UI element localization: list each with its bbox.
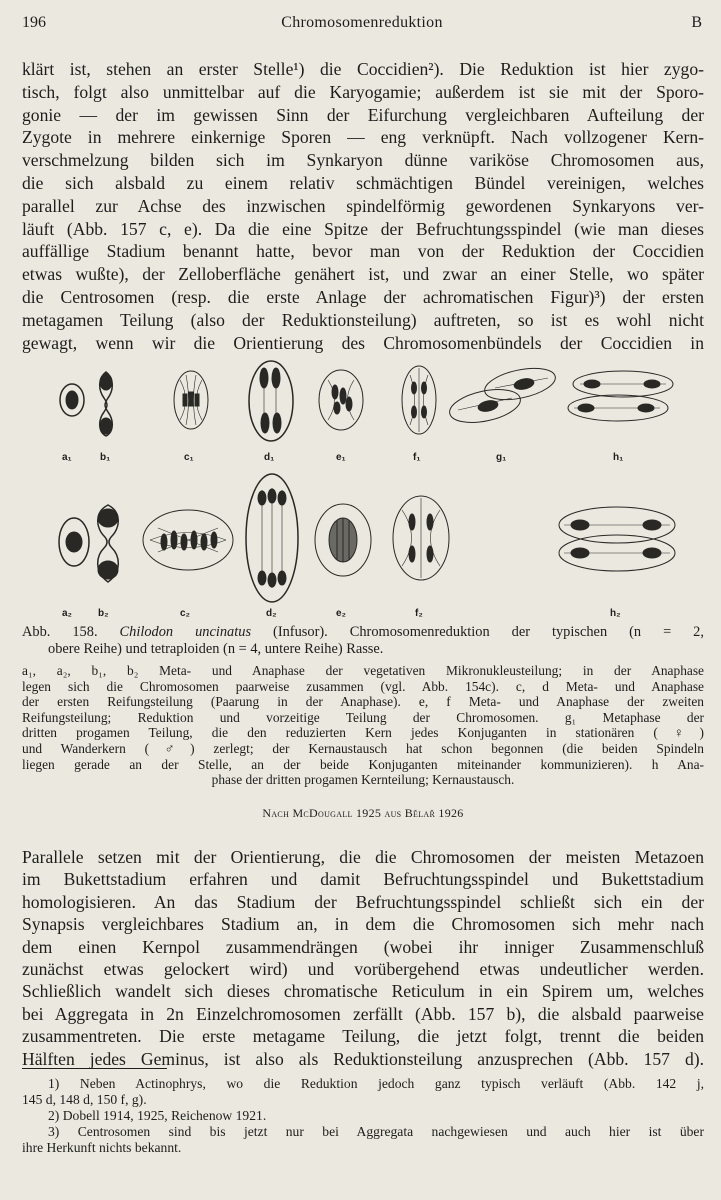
figure-credit: Nach McDougall 1925 aus Bělař 1926 xyxy=(262,806,464,820)
footnote-3-cont: ihre Herkunft nichts bekannt. xyxy=(22,1140,182,1155)
text-line: Zygote in mehrere einkernige Sporen — eng verknüpft. Nach vollzogener Kern- xyxy=(22,127,704,148)
footnote-divider xyxy=(22,1068,167,1069)
figure-label: c₁ xyxy=(184,452,194,463)
figure-label: b₂ xyxy=(98,608,109,619)
text-line: metagamen Teilung (also der Reduktionsteilung) auftreten, so ist es wohl nicht xyxy=(22,309,704,330)
running-title: Chromosomenreduktion xyxy=(281,14,443,31)
cell-a1 xyxy=(60,384,84,416)
species-name: Chilodon uncinatus xyxy=(119,624,252,640)
text-line: homologisieren. An das Stadium der Befruchtungsspindel schließt sich ein der xyxy=(22,891,704,912)
text-line: bei Aggregata in 2n Einzelchromosomen zerfällt (Abb. 157 b), die alsbald paarweise xyxy=(22,1003,704,1024)
figure-158 xyxy=(40,360,700,622)
text-line: etwas wußte), der Zelloberfläche genähert ist, und zwar an einer Stelle, wo später xyxy=(22,264,704,285)
page-number: 196 xyxy=(22,14,46,31)
footnote-2: 2) Dobell 1914, 1925, Reichenow 1921. xyxy=(48,1108,267,1123)
text-line: gonie — der im gewissen Sinn der Eifurchung vergleichbaren Aufteilung der xyxy=(22,104,704,125)
text-line: verschmelzung bilden sich im Synkaryon dünne variköse Chromosomen aus, xyxy=(22,150,704,171)
body-paragraph-2 xyxy=(22,846,704,1070)
cell-b1 xyxy=(100,372,113,436)
caption-line: Reifungsteilung; Reduktion und vorzeitige Teilung der Chromosomen. g₁ Metaphase der xyxy=(22,709,704,725)
figure-label: f₁ xyxy=(413,452,421,463)
text-line: tisch, folgt also unmittelbar auf die Karyogamie; außerdem ist sie mit der Sporo- xyxy=(22,81,704,102)
caption-title-text: obere Reihe) und tetraploiden (n = 4, untere Reihe) Rasse. xyxy=(48,641,384,657)
cell-b2 xyxy=(98,505,119,582)
body-paragraph-1 xyxy=(22,58,704,354)
figure-label: c₂ xyxy=(180,608,191,619)
figure-label: b₁ xyxy=(100,452,111,463)
text-line: im Bukettstadium erfahren und damit Befruchtungsspindel und Bukettstadium xyxy=(22,869,704,890)
page-header xyxy=(22,12,702,38)
footnote-1-cont: 145 d, 148 d, 150 f, g). xyxy=(22,1092,147,1107)
text-line: dem einen Kernpol zusammendrängen (wobei ihr inniger Zusammenschluß xyxy=(22,936,704,957)
figure-label: f₂ xyxy=(415,608,423,619)
text-line: die Centrosomen (resp. die erste Anlage der achromatischen Figur)³) der ersten xyxy=(22,286,704,307)
cell-e2 xyxy=(315,504,371,576)
text-line: auffällige Stadium benannt hatte, bevor man von der Reduktion der Coccidien xyxy=(22,241,704,262)
text-line: zunächst etwas gelockert wird) und vorübergehend etwas undeutlicher werden. xyxy=(22,959,704,980)
figure-label: e₁ xyxy=(336,452,346,463)
figure-drawings xyxy=(40,360,700,622)
figure-label: d₂ xyxy=(266,608,277,619)
caption-line: der ersten Reifungsteilung (Paarung in der Anaphase). e, f Meta- und Anaphase der zweiten xyxy=(22,694,704,710)
figure-caption-body xyxy=(22,663,704,788)
text-line: gewagt, wenn wir die Orientierung des Chromosomenbündels der Coccidien in xyxy=(22,332,704,353)
figure-label: a₁ xyxy=(62,452,72,463)
caption-title-text: (Infusor). Chromosomenreduktion der typischen (n = 2, xyxy=(251,624,704,640)
cell-c1 xyxy=(174,371,208,429)
figure-label: h₂ xyxy=(610,608,621,619)
cell-f2 xyxy=(393,496,449,580)
cell-d1 xyxy=(249,361,293,441)
text-line: die sich alsbald zu einem relativ schmächtigen Bündel vereinigen, welches xyxy=(22,172,704,193)
figure-label: h₁ xyxy=(613,452,624,463)
caption-line: legen sich die Chromosomen paarweise zusammen (vgl. Abb. 154c). c, d Meta- und Anaphase xyxy=(22,678,704,694)
footnote-3: 3) Centrosomen sind bis jetzt nur bei Aggregata nachgewiesen und auch hier ist über xyxy=(48,1124,704,1139)
cell-c2 xyxy=(143,510,233,570)
caption-line: dritten progamen Teilung, die den reduzierten Kern jedes Konjuganten in stationären (♀) xyxy=(22,725,704,741)
cell-h2 xyxy=(559,507,675,571)
cell-g1 xyxy=(447,363,558,428)
text-line: zusammentreten. Die erste metagame Teilung, die jetzt folgt, trennt die beiden xyxy=(22,1026,704,1047)
caption-line: phase der dritten progamen Kernteilung; Kernaustausch. xyxy=(211,772,515,788)
caption-line: liegen gerade an der Stelle, an der beide Konjuganten miteinander kommunizieren). h Ana- xyxy=(22,756,704,772)
figure-label: e₂ xyxy=(336,608,347,619)
caption-line: und Wanderkern (♂) zerlegt; der Kernaustausch hat schon begonnen (die beiden Spindeln xyxy=(22,740,704,756)
footnotes xyxy=(22,1076,704,1156)
cell-a2 xyxy=(59,518,89,566)
text-line: Hälften jedes Geminus, ist also als Reduktionsteilung anzusprechen (Abb. 157 d). xyxy=(22,1048,704,1069)
figure-label: d₁ xyxy=(264,452,275,463)
footnote-1: 1) Neben Actinophrys, wo die Reduktion jedoch ganz typisch verläuft (Abb. 142 j, xyxy=(48,1076,704,1091)
text-line: Synapsis vergleichbares Stadium an, in dem die Chromosomen sich mehr nach xyxy=(22,914,704,935)
figure-label: g₁ xyxy=(496,452,507,463)
figure-caption-title xyxy=(22,624,704,658)
text-line: klärt ist, stehen an erster Stelle¹) die Coccidien²). Die Reduktion ist hier zygo- xyxy=(22,59,704,79)
figure-number: Abb. 158. xyxy=(22,624,98,640)
text-line: Schließlich wandelt sich dieses chromatische Reticulum in ein Spirem um, welches xyxy=(22,981,704,1002)
caption-line: a₁, a₂, b₁, b₂ Meta- und Anaphase der vegetativen Mikronukleusteilung; in der Anaphase xyxy=(22,663,704,678)
cell-d2 xyxy=(246,474,298,602)
text-line: parallel zur Achse des inzwischen spindelförmig gewordenen Synkaryons ver- xyxy=(22,195,704,216)
text-line: läuft (Abb. 157 c, e). Da die eine Spitze der Befruchtungsspindel (wie man dieses xyxy=(22,218,704,239)
cell-h1 xyxy=(568,371,673,421)
text-line: Parallele setzen mit der Orientierung, die die Chromosomen der meisten Metazoen xyxy=(22,847,704,867)
figure-label: a₂ xyxy=(62,608,73,619)
section-letter: B xyxy=(691,14,702,31)
cell-e1 xyxy=(319,370,363,430)
cell-f1 xyxy=(402,366,436,434)
